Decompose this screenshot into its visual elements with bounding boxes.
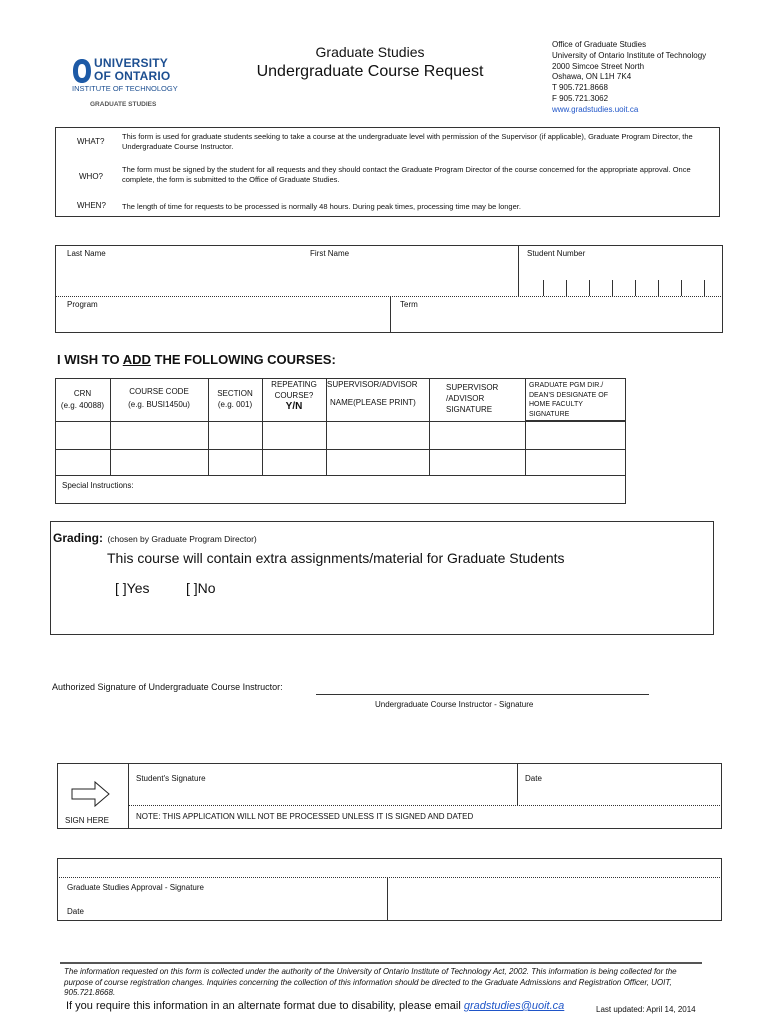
last-name-field[interactable]: Last Name (67, 249, 106, 258)
sup-label-2: NAME(PLEASE PRINT) (330, 398, 416, 407)
section-header (208, 389, 262, 409)
courses-heading (57, 352, 336, 367)
office-line: University of Ontario Institute of Technology (552, 50, 707, 60)
form-title (250, 44, 490, 81)
grading-statement: This course will contain extra assignments/material for Graduate Students (107, 550, 565, 566)
student-date-field[interactable]: Date (525, 774, 542, 783)
crn-label: CRN (73, 389, 92, 398)
first-name-field[interactable]: First Name (310, 249, 350, 258)
code-example: (e.g. BUSI1450u) (128, 400, 190, 409)
gpd-label-1: GRADUATE PGM DIR./ (529, 382, 604, 389)
grading-label: Grading: (53, 531, 103, 545)
email-link[interactable]: gradstudies@uoit.ca (463, 1000, 565, 1012)
logo-line-2: OF ONTARIO (94, 69, 171, 83)
crn-example: (e.g. 40088) (60, 401, 105, 410)
who-label: WHO? (79, 172, 103, 181)
section-example: (e.g. 001) (217, 400, 253, 409)
heading-add: ADD (122, 352, 151, 367)
gpd-label-2: DEAN'S DESIGNATE OF (529, 391, 608, 399)
when-text: The length of time for requests to be processed is normally 48 hours. During peak times, processing time may be longer. (122, 202, 521, 211)
instructor-signature-caption: Undergraduate Course Instructor - Signature (375, 700, 534, 709)
signature-note: NOTE: THIS APPLICATION WILL NOT BE PROCESSED UNLESS IT IS SIGNED AND DATED (136, 812, 474, 821)
supsig-label-2: /ADVISOR (446, 394, 485, 403)
title-line-2: Undergraduate Course Request (256, 63, 484, 80)
privacy-notice: The information requested on this form is collected under the authority of the University of Ontario Institute of Technology Act, 2002. This information is being collected for the purpose of course registration changes. Inquiries concerning the collection of this information should be directed to the Graduate Admissions and Registration Officer, UOIT, 905.721.8668. (64, 967, 677, 997)
university-logo (70, 54, 180, 112)
logo-line-4: GRADUATE STUDIES (90, 101, 157, 108)
code-label: COURSE CODE (129, 387, 189, 396)
heading-pre: I WISH TO (57, 352, 123, 367)
office-website-link[interactable]: www.gradstudies.uoit.ca (552, 104, 639, 114)
grading-no-option[interactable]: [ ]No (186, 580, 216, 596)
supervisor-name-header (327, 380, 429, 407)
sup-label-1: SUPERVISOR/ADVISOR (327, 380, 418, 389)
what-label: WHAT? (77, 137, 105, 146)
supsig-label-3: SIGNATURE (446, 405, 493, 414)
gpd-signature-header (529, 381, 608, 419)
arrow-right-icon (71, 780, 111, 808)
office-line: 2000 Simcoe Street North (552, 61, 645, 71)
grading-yes-option[interactable]: [ ]Yes (115, 580, 150, 596)
heading-post: THE FOLLOWING COURSES: (150, 352, 336, 367)
program-field[interactable]: Program (67, 300, 98, 309)
office-line: Office of Graduate Studies (552, 40, 647, 49)
repeat-label-1: REPEATING (271, 380, 317, 389)
last-updated: Last updated: April 14, 2014 (596, 1005, 696, 1014)
supsig-label-1: SUPERVISOR (446, 383, 499, 392)
instructor-signature-line[interactable] (316, 694, 649, 695)
grading-label-row (53, 529, 257, 547)
gpd-label-4: SIGNATURE (529, 410, 570, 418)
supervisor-signature-header (446, 382, 498, 415)
gpd-label-3: HOME FACULTY (529, 401, 583, 408)
alternate-format-text: If you require this information in an alternate format due to disability, please email (66, 1000, 464, 1012)
what-text: This form is used for graduate students seeking to take a course at the undergraduate level with permission of the Supervisor (if applicable), Graduate Program Director, the Undergraduate Course Instructor. (122, 132, 693, 151)
when-label: WHEN? (77, 201, 106, 210)
special-instructions-box (55, 476, 626, 504)
sign-here-label: SIGN HERE (65, 816, 110, 825)
crn-header (55, 389, 110, 410)
office-line: F 905.721.3062 (552, 93, 609, 103)
repeat-label-yn: Y/N (285, 401, 303, 412)
student-number-field[interactable]: Student Number (527, 249, 586, 258)
grading-note: (chosen by Graduate Program Director) (107, 534, 257, 544)
approval-signature-field[interactable]: Graduate Studies Approval - Signature (67, 883, 204, 892)
special-instructions-field[interactable]: Special Instructions: (62, 481, 134, 490)
who-text: The form must be signed by the student for all requests and they should contact the Graduate Program Director of the course concerned for the appropriate approval. Once complete, the form is submitted to the Office of Graduate Studies. (122, 165, 691, 184)
repeat-label-2: COURSE? (274, 391, 314, 400)
instructor-signature-label: Authorized Signature of Undergraduate Course Instructor: (52, 682, 283, 692)
logo-line-1: UNIVERSITY (94, 56, 169, 70)
office-line: T 905.721.8668 (552, 83, 608, 93)
repeating-header (262, 380, 326, 412)
term-field[interactable]: Term (400, 300, 418, 309)
logo-line-3: INSTITUTE OF TECHNOLOGY (72, 84, 178, 93)
logo-mark-icon (72, 58, 92, 84)
course-code-header (110, 387, 208, 409)
title-line-1: Graduate Studies (315, 44, 425, 60)
section-label: SECTION (217, 389, 253, 398)
alternate-format-line (66, 1000, 564, 1012)
approval-date-field[interactable]: Date (67, 907, 84, 916)
student-info-box (55, 245, 723, 333)
office-line: Oshawa, ON L1H 7K4 (552, 72, 632, 82)
student-signature-field[interactable]: Student's Signature (136, 774, 206, 783)
office-address (552, 40, 706, 116)
